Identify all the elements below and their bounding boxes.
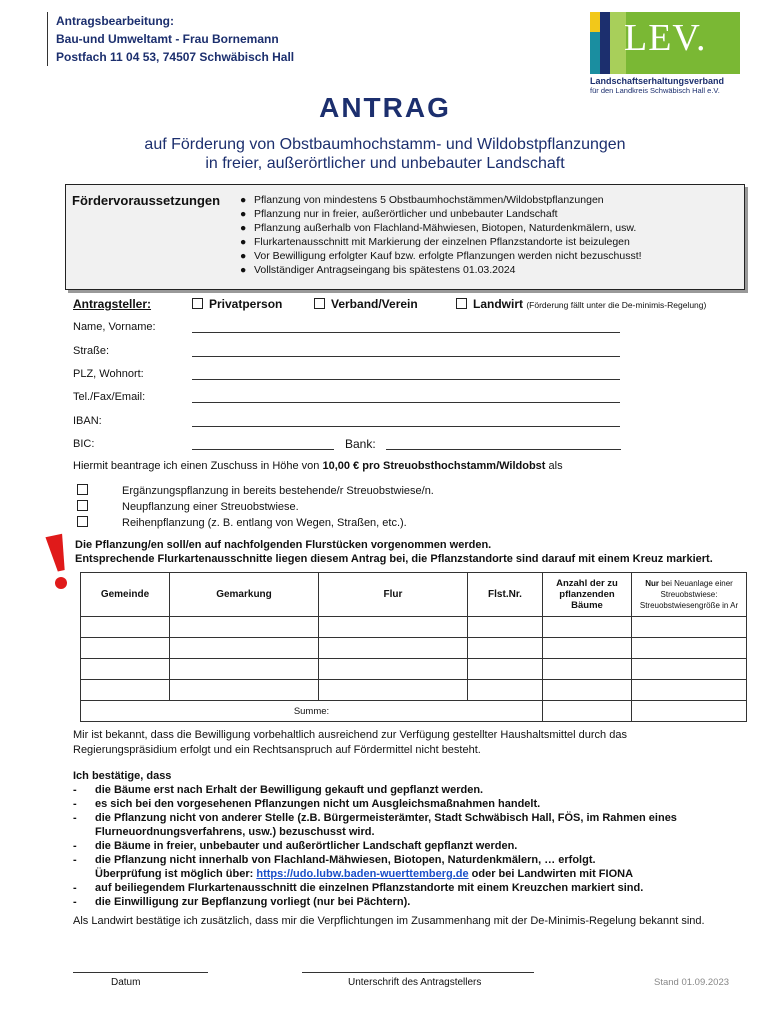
date-line[interactable] [73, 972, 208, 973]
col-header-area-text: bei Neuanlage einer Streuobstwiese: Streuobstwiesengröße in Ar [639, 579, 739, 610]
confirmation-text: auf beiliegendem Flurkartenausschnitt die einzelnen Pflanzstandorte mit einem Kreuzchen markiert sind. [95, 882, 644, 894]
signature-label: Unterschrift des Antragstellers [348, 977, 482, 988]
requirement-text: Vor Bewilligung erfolgter Kauf bzw. erfolgte Pflanzungen werden nicht bezuschusst! [254, 250, 642, 262]
sum-area-cell[interactable] [632, 701, 747, 722]
option-private[interactable] [192, 297, 282, 311]
bic-label: BIC: [73, 438, 95, 450]
confirmation-item: - auf beiliegendem Flurkartenausschnitt die einzelnen Pflanzstandorte mit einem Kreuzchen markiert sind. [73, 882, 644, 894]
requirement-item: ● Vollständiger Antragseingang bis spätestens 01.03.2024 [240, 264, 516, 276]
option-association-label: Verband/Verein [331, 297, 418, 311]
checkbox-association[interactable] [314, 298, 325, 309]
table-header-row [81, 573, 747, 617]
name-label: Name, Vorname: [73, 321, 156, 333]
confirmation-item: - die Pflanzung nicht innerhalb von Flachland-Mähwiesen, Biotopen, Naturdenkmälern, … erfolgt. [73, 854, 596, 866]
col-header-flur: Flur [319, 573, 468, 617]
document-title: ANTRAG [319, 92, 451, 123]
requirement-text: Pflanzung von mindestens 5 Obstbaumhochstämmen/Wildobstpflanzungen [254, 194, 604, 206]
requirement-item: ● Flurkartenausschnitt mit Markierung der einzelnen Pflanzstandorte ist beizulegen [240, 236, 630, 248]
planting-type-list [77, 483, 434, 531]
confirmation-item: - die Pflanzung nicht von anderer Stelle (z.B. Bürgermeisterämter, Stadt Schwäbisch Hall, FÖS, im Rahmen eines Flurneuordnungsverfahrens, usw.) bezuschusst wird. [73, 811, 753, 839]
grant-text [73, 460, 563, 472]
exclamation-icon [44, 533, 74, 593]
requirement-item: ● Pflanzung nur in freier, außerörtlicher und unbebauter Landschaft [240, 208, 558, 220]
planting-type-item[interactable] [77, 483, 434, 499]
confirmation-block [73, 769, 753, 909]
confirmation-item: - die Bäume in freier, unbebauter und außerörtlicher Landschaft gepflanzt werden. [73, 840, 518, 852]
confirmation-item: - die Bäume erst nach Erhalt der Bewilligung gekauft und gepflanzt werden. [73, 784, 484, 796]
requirement-item: ● Pflanzung von mindestens 5 Obstbaumhochstämmen/Wildobstpflanzungen [240, 194, 604, 206]
date-label: Datum [111, 977, 141, 988]
funding-notice: Mir ist bekannt, dass die Bewilligung vorbehaltlich ausreichend zur Verfügung gestellter Haushaltsmittel durch das Regierungspräsidium erfolgt und ein Rechtsanspruch auf Fördermittel nicht besteht. [73, 729, 627, 756]
logo-subtitle: Landschaftserhaltungsverband [590, 76, 725, 86]
warning-text [75, 538, 713, 566]
planting-type-label: Ergänzungspflanzung in bereits bestehende/r Streuobstwiese/n. [122, 485, 434, 497]
checkbox-planting-type[interactable] [77, 500, 88, 511]
requirement-item: ● Pflanzung außerhalb von Flachland-Mähwiesen, Biotopen, Naturdenkmälern, usw. [240, 222, 637, 234]
phone-field[interactable] [192, 402, 620, 403]
address-block [47, 12, 294, 66]
lev-logo [590, 12, 740, 95]
confirmation-item: - es sich bei den vorgesehenen Pflanzungen nicht um Ausgleichsmaßnahmen handelt. [73, 798, 541, 810]
table-row[interactable] [81, 680, 747, 701]
confirmation-text: es sich bei den vorgesehenen Pflanzungen nicht um Ausgleichsmaßnahmen handelt. [95, 798, 541, 810]
confirmation-heading: Ich bestätige, dass [73, 770, 172, 782]
street-label: Straße: [73, 345, 110, 357]
confirmation-text: die Bäume in freier, unbebauter und außerörtlicher Landschaft gepflanzt werden. [95, 840, 518, 852]
planting-type-item[interactable] [77, 499, 434, 515]
col-header-area-bold: Nur [645, 579, 659, 588]
col-header-flst: Flst.Nr. [468, 573, 543, 617]
warning-line-2: Entsprechende Flurkartenausschnitte liegen diesem Antrag bei, die Pflanzstandorte sind darauf mit einem Kreuz markiert. [75, 553, 713, 565]
table-row[interactable] [81, 617, 747, 638]
farmer-note: (Förderung fällt unter die De-minimis-Regelung) [526, 300, 707, 310]
checkbox-planting-type[interactable] [77, 516, 88, 527]
city-field[interactable] [192, 379, 620, 380]
planting-type-label: Neupflanzung einer Streuobstwiese. [122, 501, 299, 513]
table-row[interactable] [81, 659, 747, 680]
bank-field[interactable] [386, 449, 621, 450]
requirement-text: Flurkartenausschnitt mit Markierung der einzelnen Pflanzstandorte ist beizulegen [254, 236, 630, 248]
bic-field[interactable] [192, 449, 334, 450]
deminimis-text: Als Landwirt bestätige ich zusätzlich, dass mir die Verpflichtungen im Zusammenhang mit der De-Minimis-Regelung bekannt sind. [73, 915, 705, 927]
requirements-heading: Fördervoraussetzungen [72, 193, 221, 208]
planting-type-item[interactable] [77, 515, 434, 531]
grant-amount: 10,00 € pro Streuobsthochstamm/Wildobst [322, 460, 546, 472]
checkbox-private[interactable] [192, 298, 203, 309]
phone-label: Tel./Fax/Email: [73, 391, 146, 403]
confirmation-text: die Einwilligung zur Bepflanzung vorliegt (nur bei Pächtern). [95, 896, 411, 908]
sum-label: Summe: [81, 701, 543, 722]
table-sum-row [81, 701, 747, 722]
confirmation-text: die Pflanzung nicht innerhalb von Flachland-Mähwiesen, Biotopen, Naturdenkmälern, … erfolgt. [95, 854, 596, 866]
street-field[interactable] [192, 356, 620, 357]
address-line-3: Postfach 11 04 53, 74507 Schwäbisch Hall [56, 50, 295, 64]
col-header-area [632, 573, 747, 617]
version-date: Stand 01.09.2023 [654, 977, 730, 988]
logo-subtitle-2: für den Landkreis Schwäbisch Hall e.V. [590, 86, 720, 95]
document-subtitle [0, 135, 770, 173]
city-label: PLZ, Wohnort: [73, 368, 144, 380]
name-field[interactable] [192, 332, 620, 333]
applicant-label: Antragsteller: [73, 297, 152, 311]
confirmation-text: die Pflanzung nicht von anderer Stelle (z.B. Bürgermeisterämter, Stadt Schwäbisch Hall, FÖS, im Rahmen eines Flurneuordnungsverfahrens, usw.) bezuschusst wird. [95, 812, 677, 838]
iban-label: IBAN: [73, 415, 102, 427]
bank-label: Bank: [345, 437, 376, 451]
requirement-text: Pflanzung nur in freier, außerörtlicher und unbebauter Landschaft [254, 208, 558, 220]
grant-text-post: als [545, 460, 563, 472]
subtitle-line-2: in freier, außerörtlicher und unbebauter Landschaft [205, 155, 565, 172]
confirmation-text: die Bäume erst nach Erhalt der Bewilligung gekauft und gepflanzt werden. [95, 784, 484, 796]
address-line-2: Bau-und Umweltamt - Frau Bornemann [56, 32, 279, 46]
subtitle-line-1: auf Förderung von Obstbaumhochstamm- und Wildobstpflanzungen [144, 136, 626, 153]
planting-type-label: Reihenpflanzung (z. B. entlang von Wegen, Straßen, etc.). [122, 517, 407, 529]
checkbox-planting-type[interactable] [77, 484, 88, 495]
option-association[interactable] [314, 297, 418, 311]
iban-field[interactable] [192, 426, 620, 427]
warning-line-1: Die Pflanzung/en soll/en auf nachfolgenden Flurstücken vorgenommen werden. [75, 539, 492, 551]
verification-pre: Überprüfung ist möglich über: [95, 868, 257, 880]
checkbox-farmer[interactable] [456, 298, 467, 309]
col-header-gemarkung: Gemarkung [170, 573, 319, 617]
grant-text-pre: Hiermit beantrage ich einen Zuschuss in Höhe von [73, 460, 323, 472]
requirement-text: Pflanzung außerhalb von Flachland-Mähwiesen, Biotopen, Naturdenkmälern, usw. [254, 222, 637, 234]
sum-trees-cell[interactable] [543, 701, 632, 722]
option-farmer[interactable] [456, 297, 706, 311]
requirement-text: Vollständiger Antragseingang bis spätestens 01.03.2024 [254, 264, 516, 276]
udo-link[interactable]: https://udo.lubw.baden-wuerttemberg.de [256, 868, 469, 880]
col-header-trees: Anzahl der zu pflanzenden Bäume [543, 573, 632, 617]
option-farmer-label: Landwirt [473, 297, 523, 311]
option-private-label: Privatperson [209, 297, 283, 311]
col-header-gemeinde: Gemeinde [81, 573, 170, 617]
signature-line[interactable] [302, 972, 534, 973]
address-line-1: Antragsbearbeitung: [56, 14, 175, 28]
logo-text: LEV. [624, 17, 707, 59]
verification-line [73, 867, 753, 881]
confirmation-item: - die Einwilligung zur Bepflanzung vorliegt (nur bei Pächtern). [73, 896, 411, 908]
parcel-table [80, 572, 747, 722]
verification-post: oder bei Landwirten mit FIONA [468, 868, 634, 880]
requirement-item: ● Vor Bewilligung erfolgter Kauf bzw. erfolgte Pflanzungen werden nicht bezuschusst! [240, 250, 642, 262]
table-row[interactable] [81, 638, 747, 659]
requirements-list [240, 193, 642, 277]
